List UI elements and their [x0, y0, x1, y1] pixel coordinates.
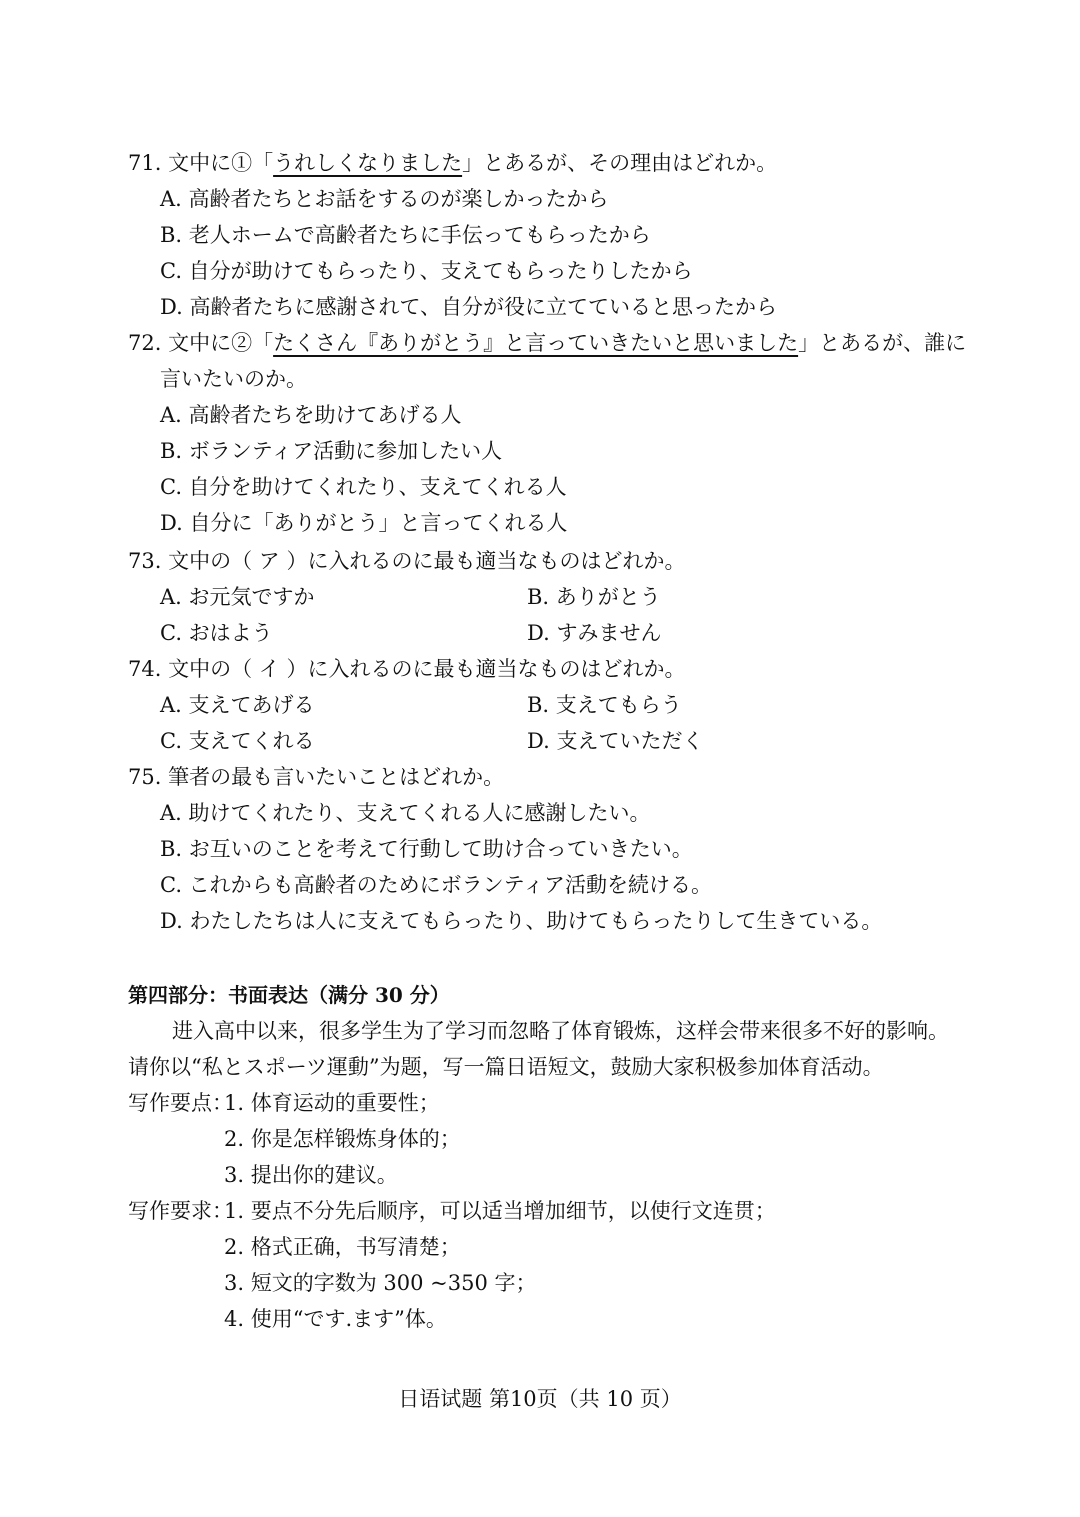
option-75-a: A. 助けてくれたり、支えてくれる人に感謝したい。 [160, 801, 651, 825]
option-73-d: D. すみません [527, 621, 662, 645]
stem-text: 文中の（ ア ）に入れるのに最も適当なものはどれか。 [168, 549, 686, 573]
option-75-c: C. これからも高齢者のためにボランティア活動を続ける。 [160, 873, 712, 897]
question-71-stem [128, 148, 777, 178]
option-72-d: D. 自分に「ありがとう」と言ってくれる人 [160, 511, 568, 535]
question-number: 71. [128, 151, 162, 175]
writing-req-label: 写作要求： [128, 1199, 233, 1223]
writing-intro-line-2: 请你以“私とスポーツ運動”为题，写一篇日语短文，鼓励大家积极参加体育活动。 [128, 1055, 884, 1079]
question-72-stem [128, 328, 966, 358]
option-73-b: B. ありがとう [527, 585, 661, 609]
option-74-d: D. 支えていただく [527, 729, 704, 753]
option-72-c: C. 自分を助けてくれたり、支えてくれる人 [160, 475, 567, 499]
writing-req-2: 2. 格式正确，书写清楚； [224, 1235, 461, 1259]
option-75-b: B. お互いのことを考えて行動して助け合っていきたい。 [160, 837, 693, 861]
option-74-a: A. 支えてあげる [160, 693, 315, 717]
question-number: 74. [128, 657, 162, 681]
option-73-a: A. お元気ですか [160, 585, 315, 609]
writing-intro-line-1: 进入高中以来，很多学生为了学习而忽略了体育锻炼，这样会带来很多不好的影响。 [172, 1019, 949, 1043]
writing-req-3: 3. 短文的字数为 300 ~350 字； [224, 1271, 537, 1295]
question-72-stem-cont: 言いたいのか。 [160, 367, 307, 391]
question-74-stem [128, 654, 685, 684]
option-71-a: A. 高齢者たちとお話をするのが楽しかったから [160, 187, 609, 211]
underlined-quote: たくさん『ありがとう』と言っていきたいと思いました [273, 331, 799, 355]
option-74-c: C. 支えてくれる [160, 729, 315, 753]
option-73-c: C. おはよう [160, 621, 273, 645]
question-73-stem [128, 546, 685, 576]
option-71-c: C. 自分が助けてもらったり、支えてもらったりしたから [160, 259, 693, 283]
question-number: 72. [128, 331, 162, 355]
underlined-quote: うれしくなりました [273, 151, 463, 175]
stem-text: 筆者の最も言いたいことはどれか。 [168, 765, 505, 789]
section-heading: 第四部分：书面表达（满分 30 分） [128, 983, 450, 1007]
option-72-b: B. ボランティア活動に参加したい人 [160, 439, 503, 463]
question-number: 73. [128, 549, 162, 573]
writing-points-label: 写作要点： [128, 1091, 233, 1115]
option-71-b: B. 老人ホームで高齢者たちに手伝ってもらったから [160, 223, 651, 247]
writing-point-2: 2. 你是怎样锻炼身体的； [224, 1127, 461, 1151]
question-75-stem [128, 762, 504, 792]
page-footer: 日语试题 第10页（共 10 页） [398, 1387, 682, 1411]
writing-point-1: 1. 体育运动的重要性； [224, 1091, 440, 1115]
writing-req-1: 1. 要点不分先后顺序，可以适当增加细节，以使行文连贯； [224, 1199, 776, 1223]
question-number: 75. [128, 765, 162, 789]
stem-text: 文中に①「 [168, 151, 274, 175]
option-72-a: A. 高齢者たちを助けてあげる人 [160, 403, 462, 427]
stem-text: 文中に②「 [168, 331, 274, 355]
stem-text: 」とあるが、その理由はどれか。 [462, 151, 778, 175]
writing-req-4: 4. 使用“です.ます”体。 [224, 1307, 447, 1331]
stem-text: 」とあるが、誰に [798, 331, 967, 355]
writing-point-3: 3. 提出你的建议。 [224, 1163, 398, 1187]
option-71-d: D. 高齢者たちに感謝されて、自分が役に立てていると思ったから [160, 295, 778, 319]
option-74-b: B. 支えてもらう [527, 693, 682, 717]
stem-text: 文中の（ イ ）に入れるのに最も適当なものはどれか。 [168, 657, 686, 681]
option-75-d: D. わたしたちは人に支えてもらったり、助けてもらったりして生きている。 [160, 909, 883, 933]
